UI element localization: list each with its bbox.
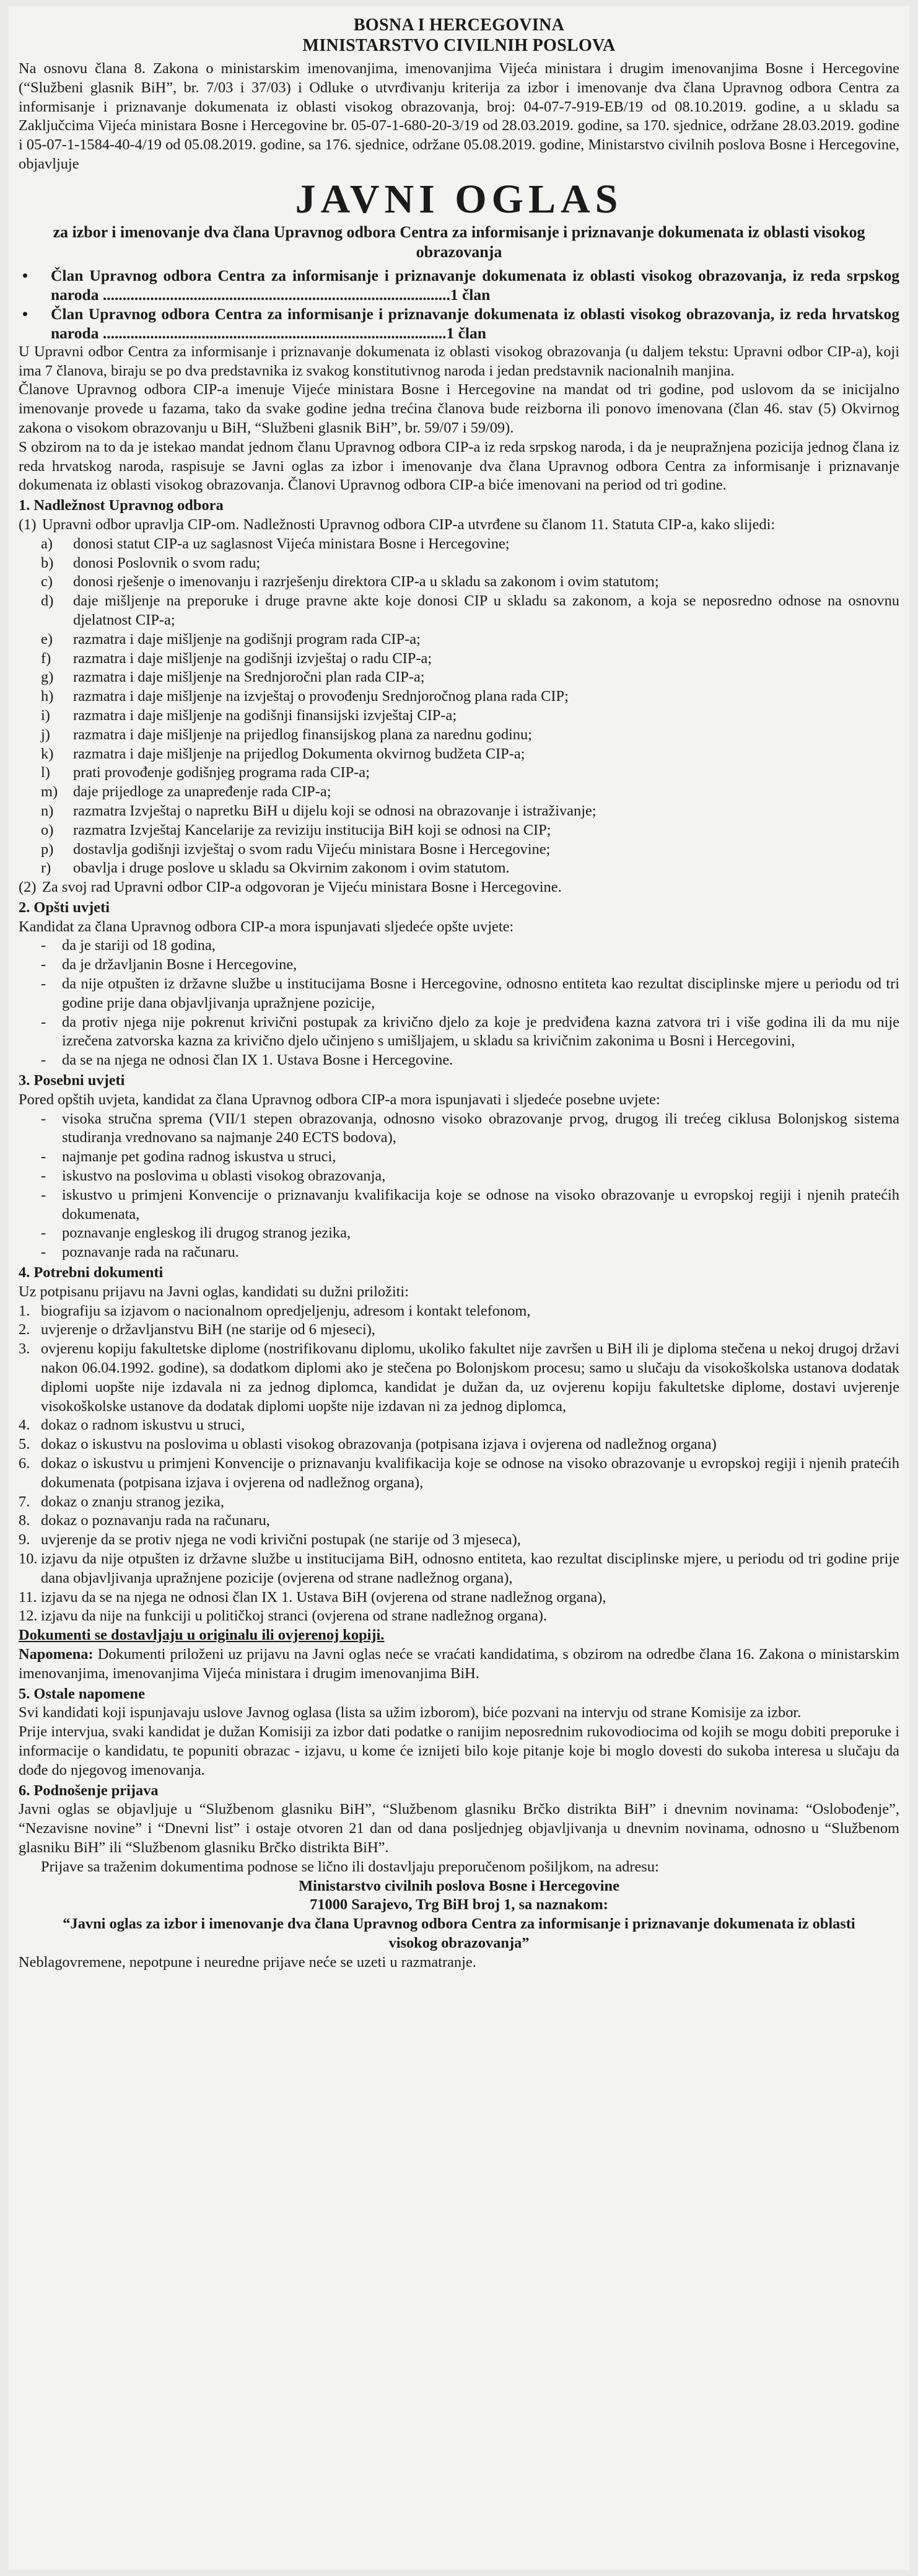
list-item: 2. uvjerenje o državljanstvu BiH (ne starije od 6 mjeseci), xyxy=(19,1321,375,1339)
list-item: l) prati provođenje godišnjeg programa rada CIP-a; xyxy=(41,764,370,781)
section-paragraph: (1) Upravni odbor upravlja CIP-om. Nadležnosti Upravnog odbora CIP-a utvrđene su članom 11. Statuta CIP-a, kako slijedi: xyxy=(19,516,776,533)
section-lead: Kandidat za člana Upravnog odbora CIP-a mora ispunjavati sljedeće opšte uvjete: xyxy=(19,918,514,935)
page-title: JAVNI OGLAS xyxy=(295,176,623,222)
list-item: f) razmatra i daje mišljenje na godišnji izvještaj o radu CIP-a; xyxy=(41,649,432,667)
list-item: b) donosi Poslovnik o svom radu; xyxy=(41,554,261,571)
list-item: - iskustvo u primjeni Konvencije o priznavanju kvalifikacija koje se odnose na visoko obrazovanje u evropskoj regiji i njenih pratećih dokumenata, xyxy=(41,1186,899,1223)
dash-icon: - xyxy=(41,956,46,974)
section-heading: 4. Potrebni dokumenti xyxy=(19,1264,164,1281)
list-item: - da je stariji od 18 godina, xyxy=(19,936,899,956)
list-item: i) razmatra i daje mišljenje na godišnji finansijski izvještaj CIP-a; xyxy=(41,706,457,724)
paragraph-vacancy: S obzirom na to da je istekao mandat jednom članu Upravnog odbora CIP-a iz reda srpskog naroda, i da je neupražnjena pozicija jednog člana iz reda hrvatskog naroda, raspisuje se Javni oglas za izbor i imenovanje dva člana Upravnog odbora Centra za informisanje i priznavanje dokumenata iz oblasti visokog obrazovanja. Članovi Upravnog odbora CIP-a biće imenovani na period od tri godine. xyxy=(19,438,899,494)
list-item: - visoka stručna sprema (VII/1 stepen obrazovanja, odnosno visoko obrazovanje prvog, drugog ili trećeg ciklusa Bolonjskog sistema studiranja vrednovano sa najmanje 240 ECTS bodova), xyxy=(41,1110,899,1146)
list-item: - da protiv njega nije pokrenut krivični postupak za krivično djelo za koje je predviđena kazna zatvora tri i više godina ili da mu nije izrečena zatvorska kazna za krivično djelo učinjeno s umišljajem, u skladu sa krivičnim zakonima u Bosni i Hercegovini, xyxy=(41,1013,899,1050)
position-item: • Član Upravnog odbora Centra za informisanje i priznavanje dokumenata iz oblasti visokog obrazovanja, iz reda hrvatskog naroda .......................................................................................1 član xyxy=(19,304,899,343)
address-line: 71000 Sarajevo, Trg BiH broj 1, sa naznakom: xyxy=(310,1896,608,1914)
dash-icon: - xyxy=(41,1167,46,1185)
documents-notice: Dokumenti se dostavljaju u originalu ili ovjerenoj kopiji. xyxy=(19,1627,385,1644)
page-subtitle: za izbor i imenovanje dva člana Upravnog odbora Centra za informisanje i priznavanje dokumenata iz oblasti visokog obrazovanja xyxy=(53,222,865,261)
list-item: 9. uvjerenje da se protiv njega ne vodi krivični postupak (ne starije od 3 mjeseca), xyxy=(19,1531,521,1549)
address-marking: “Javni oglas za izbor i imenovanje dva člana Upravnog odbora Centra za informisanje i priznavanje dokumenata iz oblasti visokog obrazovanja” xyxy=(63,1915,855,1951)
list-item: - da je državljanin Bosne i Hercegovine, xyxy=(19,956,899,975)
section-paragraph: Prije intervjua, svaki kandidat je dužan Komisiji za izbor dati podatke o ranijim neposrednim rukovodiocima od kojih se mogu dobiti preporuke i informacije o kandidatu, te popuniti obrazac - izjavu, u kome će iznijeti bilo koje pitanje koje bi moglo dovesti do sukoba interesa u slučaju da dođe do njegovog imenovanja. xyxy=(19,1723,899,1778)
documents-list xyxy=(19,1302,899,1627)
list-item: - da nije otpušten iz državne službe u institucijama Bosne i Hercegovine, odnosno entiteta kao rezultat disciplinske mjere u periodu od tri godine prije dana objavljivanja upražnjene pozicije, xyxy=(41,975,899,1011)
bullet-icon: • xyxy=(22,304,28,323)
general-conditions-list xyxy=(19,936,899,1070)
section-heading: 1. Nadležnost Upravnog odbora xyxy=(19,497,224,514)
list-item: 10. izjavu da nije otpušten iz državne službe u institucijama BiH, odnosno entiteta, kao rezultat disciplinske mjere, u periodu od tri godine prije dana objavljivanja upražnjene pozicije (ovjerena od strane nadležnog organa), xyxy=(19,1550,899,1586)
list-item: e) razmatra i daje mišljenje na godišnji program rada CIP-a; xyxy=(41,630,421,648)
announcement-page xyxy=(9,6,909,2570)
country-header: BOSNA I HERCEGOVINA xyxy=(353,15,565,35)
list-item: g) razmatra i daje mišljenje na Srednjoročni plan rada CIP-a; xyxy=(41,669,425,686)
paragraph-board-composition: U Upravni odbor Centra za informisanje i priznavanje dokumenata iz oblasti visokog obrazovanja (u daljem tekstu: Upravni odbor CIP-a), koji ima 7 članova, biraju se po dva predstavnika iz svakog konstitutivnog naroda i jedan predstavnik nacionalnih manjina. xyxy=(19,343,899,379)
special-conditions-list xyxy=(19,1110,899,1262)
dash-icon: - xyxy=(41,1148,46,1166)
documents-note: Napomena: Dokumenti priloženi uz prijavu na Javni oglas neće se vraćati kandidatima, s obzirom na odredbe člana 16. Zakona o ministarskim imenovanjima, imenovanjima Vijeća ministara i drugim imenovanjima BiH. xyxy=(19,1645,899,1682)
list-item: 1. biografiju sa izjavom o nacionalnom opredjeljenju, adresom i kontakt telefonom, xyxy=(19,1302,531,1319)
list-item: 7. dokaz o znanju stranog jezika, xyxy=(19,1493,224,1510)
dash-icon: - xyxy=(41,937,46,954)
bullet-icon: • xyxy=(22,266,28,284)
dash-icon: - xyxy=(41,1110,46,1127)
list-item: n) razmatra Izvještaj o napretku BiH u dijelu koji se odnosi na obrazovanje i istraživanje; xyxy=(41,802,597,819)
list-item: - poznavanje engleskog ili drugog stranog jezika, xyxy=(19,1224,899,1243)
dash-icon: - xyxy=(41,1186,46,1203)
section-paragraph: Prijave sa traženim dokumentima podnose se lično ili dostavljaju preporučenom pošiljkom, na adresu: xyxy=(41,1858,659,1875)
list-item: h) razmatra i daje mišljenje na izvještaj o provođenju Srednjoročnog plana rada CIP; xyxy=(41,688,569,705)
list-item: m) daje prijedloge za unapređenje rada CIP-a; xyxy=(41,783,331,801)
section-paragraph: (2) Za svoj rad Upravni odbor CIP-a odgovoran je Vijeću ministara Bosne i Hercegovine. xyxy=(19,879,562,896)
list-item: p) dostavlja godišnji izvještaj o svom radu Vijeću ministara Bosne i Hercegovine; xyxy=(41,840,551,858)
competences-list xyxy=(19,535,899,878)
section-lead: Pored opštih uvjeta, kandidat za člana Upravnog odbora CIP-a mora ispunjavati i sljedeće posebne uvjete: xyxy=(19,1091,660,1108)
list-item: d) daje mišljenje na preporuke i druge pravne akte koje donosi CIP u skladu sa zakonom, a koja se neposredno odnose na osnovnu djelatnost CIP-a; xyxy=(41,592,899,628)
list-item: - iskustvo na poslovima u oblasti visokog obrazovanja, xyxy=(19,1167,899,1186)
section-lead: Uz potpisanu prijavu na Javni oglas, kandidati su dužni priložiti: xyxy=(19,1283,409,1300)
list-item: k) razmatra i daje mišljenje na prijedlog Dokumenta okvirnog budžeta CIP-a; xyxy=(41,745,525,762)
list-item: 6. dokaz o iskustvu u primjeni Konvencije o priznavanju kvalifikacija koje se odnose na visoko obrazovanje u evropskoj regiji i njenih pratećih dokumenata (potpisana izjava i ovjerena od nadležnog organa), xyxy=(19,1455,899,1491)
list-item: 4. dokaz o radnom iskustvu u struci, xyxy=(19,1417,245,1434)
dash-icon: - xyxy=(41,1013,46,1031)
list-item: 5. dokaz o iskustvu na poslovima u oblasti visokog obrazovanja (potpisana izjava i ovjerena od nadležnog organa) xyxy=(19,1436,717,1453)
dash-icon: - xyxy=(41,1052,46,1069)
list-item: - najmanje pet godina radnog iskustva u struci, xyxy=(19,1148,899,1167)
paragraph-board-mandate: Članove Upravnog odbora CIP-a imenuje Vijeće ministara Bosne i Hercegovine na mandat od tri godine, pod uslovom da se inicijalno imenovanje provede u fazama, tako da svake godine jedna trećina članova bude reizborna ili ponovo imenovana (član 46. stav (5) Okvirnog zakona o visokom obrazovanju u BiH, “Službeni glasnik BiH”, br. 59/07 i 59/09). xyxy=(19,381,899,436)
list-item: c) donosi rješenje o imenovanju i razrješenju direktora CIP-a u skladu sa zakonom i ovim statutom; xyxy=(41,573,659,591)
ministry-header: MINISTARSTVO CIVILNIH POSLOVA xyxy=(302,36,616,55)
list-item: 8. dokaz o poznavanju rada na računaru, xyxy=(19,1512,270,1529)
dash-icon: - xyxy=(41,1224,46,1242)
section-heading: 6. Podnošenje prijava xyxy=(19,1782,159,1799)
position-item: • Član Upravnog odbora Centra za informisanje i priznavanje dokumenata iz oblasti visokog obrazovanja, iz reda srpskog naroda ........................................................................................1 član xyxy=(19,266,899,304)
section-paragraph: Svi kandidati koji ispunjavaju uslove Javnog oglasa (lista sa užim izborom), biće pozvani na intervju od strane Komisije za izbor. xyxy=(19,1704,802,1721)
list-item: 11. izjavu da se na njega ne odnosi član IX 1. Ustava BiH (ovjerena od strane nadležnog organa), xyxy=(19,1588,606,1606)
section-paragraph: Javni oglas se objavljuje u “Službenom glasniku BiH”, “Službenom glasniku Brčko distrikta BiH” i dnevnim novinama: “Oslobođenje”, “Nezavisne novine” i “Dnevni list” i ostaje otvoren 21 dan od dana posljednjeg objavljivanja u dnevnim novinama, odnosno u “Službenom glasniku BiH” ili “Službenom glasniku Brčko distrikta BiH”. xyxy=(19,1801,899,1856)
positions-list xyxy=(19,266,899,343)
dash-icon: - xyxy=(41,975,46,993)
list-item: o) razmatra Izvještaj Kancelarije za reviziju institucija BiH koji se odnosi na CIP; xyxy=(41,821,551,838)
intro-paragraph: Na osnovu člana 8. Zakona o ministarskim imenovanjima, imenovanjima Vijeća ministara i drugim imenovanjima Bosne i Hercegovine (“Službeni glasnik BiH”, br. 7/03 i 37/03) i Odluke o utvrđivanju kriterija za izbor i imenovanje dva člana Upravnog odbora Centra za informisanje i priznavanje dokumenata iz oblasti visokog obrazovanja, broj: 04-07-7-919-EB/19 od 08.10.2019. godine, a u skladu sa Zaključcima Vijeća ministara Bosne i Hercegovine br. 05-07-1-680-20-3/19 od 28.03.2019. godine, sa 170. sjednice, održane 28.03.2019. godine i 05-07-1-1584-40-4/19 od 05.08.2019. godine, sa 176. sjednice, održane 05.08.2019. godine, Ministarstvo civilnih poslova Bosne i Hercegovine, objavljuje xyxy=(19,60,899,172)
list-item: 3. ovjerenu kopiju fakultetske diplome (nostrifikovanu diplomu, ukoliko fakultet nije završen u BiH ili je diploma stečena u nekoj drugoj državi nakon 06.04.1992. godine), sa dodatkom diplomi ako je stečena po Bolonjskom procesu; samo u slučaju da visokoškolska ustanova dodatak diplomi uopšte nije izdavala ni za jednog diplomca, kandidat je dužan da, uz ovjerenu kopiju fakultetske diplome, dostavi uvjerenje visokoškolske ustanove da dodatak diplomi uopšte nije izdavan ni za jednog diplomca, xyxy=(19,1340,899,1415)
section-heading: 2. Opšti uvjeti xyxy=(19,899,110,916)
section-heading: 5. Ostale napomene xyxy=(19,1685,145,1702)
list-item: - da se na njega ne odnosi član IX 1. Ustava Bosne i Hercegovine. xyxy=(19,1051,899,1070)
list-item: 12. izjavu da nije na funkciji u političkoj stranci (ovjerena od strane nadležnog organa). xyxy=(19,1607,548,1625)
list-item: r) obavlja i druge poslove u skladu sa Okvirnim zakonom i ovim statutom. xyxy=(41,859,510,877)
list-item: - poznavanje rada na računaru. xyxy=(19,1243,899,1262)
address-line: Ministarstvo civilnih poslova Bosne i Hercegovine xyxy=(299,1877,619,1894)
dash-icon: - xyxy=(41,1244,46,1261)
list-item: j) razmatra i daje mišljenje na prijedlog finansijskog plana za narednu godinu; xyxy=(41,726,532,743)
section-heading: 3. Posebni uvjeti xyxy=(19,1072,125,1089)
list-item: a) donosi statut CIP-a uz saglasnost Vijeća ministara Bosne i Hercegovine; xyxy=(41,535,510,552)
closing-note: Neblagovremene, nepotpune i neuredne prijave neće se uzeti u razmatranje. xyxy=(19,1953,476,1971)
